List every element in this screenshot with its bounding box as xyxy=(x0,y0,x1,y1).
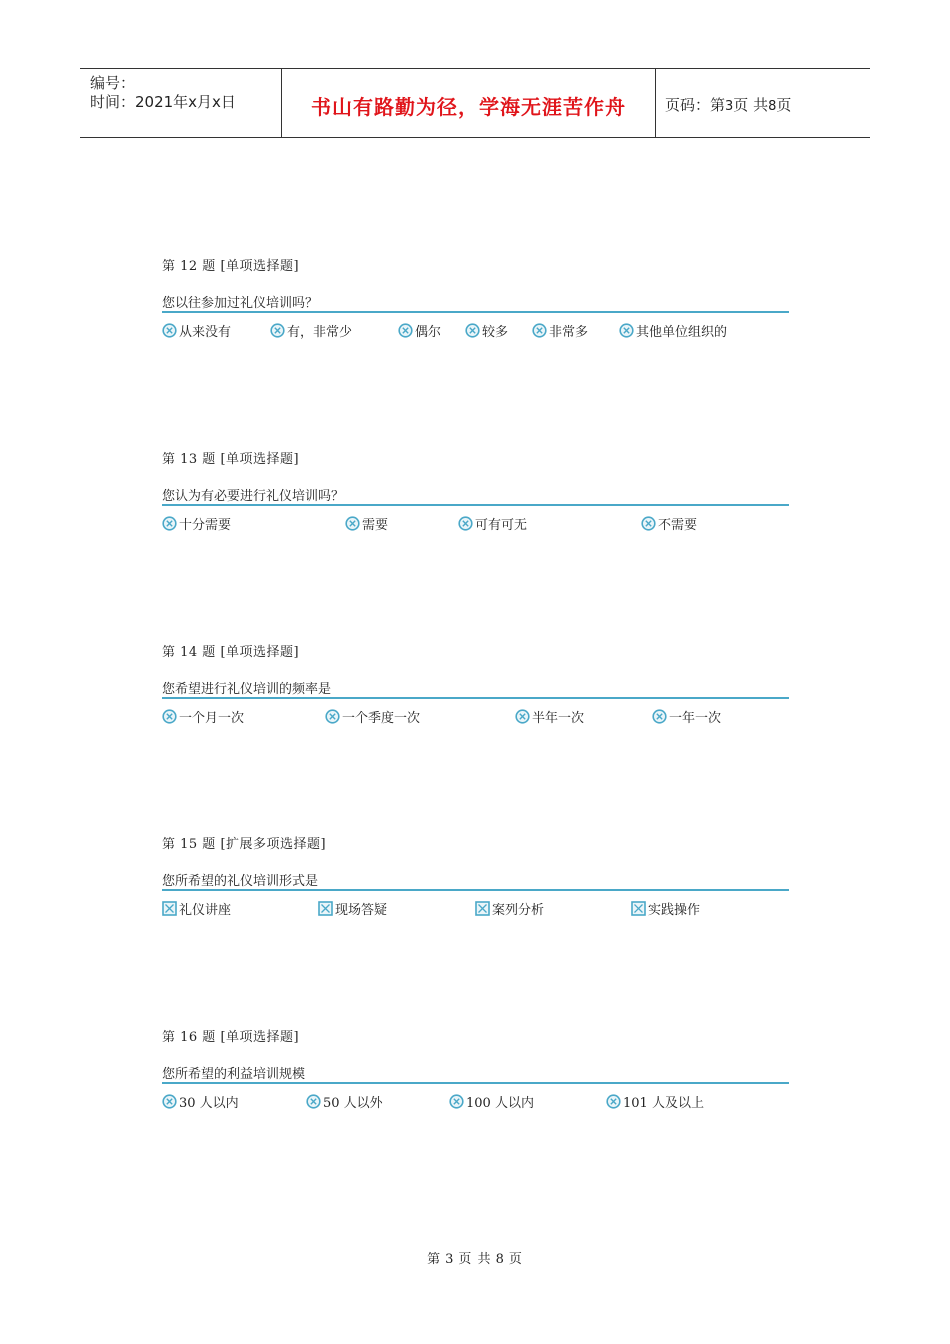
option-label: 需要 xyxy=(362,518,389,533)
option-radio[interactable] xyxy=(162,323,231,341)
radio-cross-icon xyxy=(458,516,473,531)
radio-cross-icon xyxy=(162,709,177,724)
option-label: 101 人及以上 xyxy=(623,1096,704,1111)
time-label: 时间：2021年x月x日 xyxy=(90,93,236,111)
checkbox-cross-icon xyxy=(318,901,333,916)
serial-label: 编号： xyxy=(90,74,136,92)
option-radio[interactable] xyxy=(270,323,352,341)
option-label: 有，非常少 xyxy=(287,325,353,340)
footer-current: 3 xyxy=(445,1252,455,1267)
option-label: 50 人以外 xyxy=(323,1096,383,1111)
question-title: 第 14 题 [单项选择题] xyxy=(162,645,300,660)
footer-suffix: 页 xyxy=(508,1252,523,1267)
option-label: 其他单位组织的 xyxy=(636,325,728,340)
radio-cross-icon xyxy=(162,516,177,531)
option-radio[interactable] xyxy=(532,323,588,341)
option-label: 现场答疑 xyxy=(335,903,388,918)
option-radio[interactable] xyxy=(465,323,508,341)
radio-cross-icon xyxy=(532,323,547,338)
radio-cross-icon xyxy=(345,516,360,531)
question-text: 您认为有必要进行礼仪培训吗？ xyxy=(162,489,345,504)
option-label: 可有可无 xyxy=(475,518,528,533)
header-motto-cell xyxy=(281,69,656,137)
option-checkbox[interactable] xyxy=(162,901,231,919)
option-label: 案列分析 xyxy=(492,903,545,918)
option-radio[interactable] xyxy=(515,709,584,727)
header-page-number xyxy=(665,94,791,115)
radio-cross-icon xyxy=(306,1094,321,1109)
divider xyxy=(162,889,789,891)
option-radio[interactable] xyxy=(162,1094,239,1112)
motto: 书山有路勤为径，学海无涯苦作舟 xyxy=(311,95,626,119)
radio-cross-icon xyxy=(398,323,413,338)
option-label: 较多 xyxy=(482,325,509,340)
footer-prefix: 第 xyxy=(427,1252,442,1267)
radio-cross-icon xyxy=(325,709,340,724)
question-title: 第 15 题 [扩展多项选择题] xyxy=(162,837,327,852)
checkbox-cross-icon xyxy=(162,901,177,916)
option-label: 实践操作 xyxy=(648,903,701,918)
radio-cross-icon xyxy=(641,516,656,531)
option-checkbox[interactable] xyxy=(475,901,544,919)
option-label: 一年一次 xyxy=(669,711,722,726)
page-mid: 页 共 xyxy=(733,96,769,114)
option-label: 100 人以内 xyxy=(466,1096,534,1111)
option-radio[interactable] xyxy=(162,709,244,727)
divider xyxy=(162,311,789,313)
footer-total: 8 xyxy=(495,1252,505,1267)
radio-cross-icon xyxy=(465,323,480,338)
option-radio[interactable] xyxy=(306,1094,383,1112)
radio-cross-icon xyxy=(515,709,530,724)
option-radio[interactable] xyxy=(449,1094,534,1112)
question-title: 第 16 题 [单项选择题] xyxy=(162,1030,300,1045)
radio-cross-icon xyxy=(619,323,634,338)
option-label: 一个季度一次 xyxy=(342,711,421,726)
radio-cross-icon xyxy=(606,1094,621,1109)
option-checkbox[interactable] xyxy=(631,901,700,919)
option-label: 不需要 xyxy=(658,518,698,533)
question-text: 您所希望的礼仪培训形式是 xyxy=(162,874,319,889)
page-suffix: 页 xyxy=(776,96,792,114)
option-label: 十分需要 xyxy=(179,518,232,533)
footer-mid: 页 共 xyxy=(458,1252,492,1267)
page-header xyxy=(80,68,870,138)
option-label: 30 人以内 xyxy=(179,1096,239,1111)
option-radio[interactable] xyxy=(652,709,721,727)
option-radio[interactable] xyxy=(619,323,727,341)
option-label: 从来没有 xyxy=(179,325,232,340)
option-radio[interactable] xyxy=(458,516,527,534)
radio-cross-icon xyxy=(162,1094,177,1109)
option-radio[interactable] xyxy=(606,1094,704,1112)
question-title: 第 13 题 [单项选择题] xyxy=(162,452,300,467)
option-radio[interactable] xyxy=(345,516,388,534)
option-radio[interactable] xyxy=(641,516,697,534)
option-label: 半年一次 xyxy=(532,711,585,726)
radio-cross-icon xyxy=(652,709,667,724)
checkbox-cross-icon xyxy=(475,901,490,916)
question-title: 第 12 题 [单项选择题] xyxy=(162,259,300,274)
option-label: 一个月一次 xyxy=(179,711,245,726)
option-label: 非常多 xyxy=(549,325,589,340)
option-radio[interactable] xyxy=(398,323,441,341)
option-label: 偶尔 xyxy=(415,325,442,340)
option-label: 礼仪讲座 xyxy=(179,903,232,918)
header-meta-cell xyxy=(80,69,281,137)
question-text: 您以往参加过礼仪培训吗？ xyxy=(162,296,319,311)
question-text: 您所希望的利益培训规模 xyxy=(162,1067,306,1082)
page-current: 3 xyxy=(725,99,734,114)
divider xyxy=(162,697,789,699)
question-text: 您希望进行礼仪培训的频率是 xyxy=(162,682,332,697)
radio-cross-icon xyxy=(449,1094,464,1109)
page-prefix: 页码：第 xyxy=(665,96,726,114)
option-radio[interactable] xyxy=(325,709,420,727)
page-total: 8 xyxy=(768,99,777,114)
divider xyxy=(162,504,789,506)
radio-cross-icon xyxy=(270,323,285,338)
radio-cross-icon xyxy=(162,323,177,338)
option-radio[interactable] xyxy=(162,516,231,534)
header-page-cell xyxy=(655,69,870,137)
checkbox-cross-icon xyxy=(631,901,646,916)
page-footer xyxy=(0,1248,950,1267)
option-checkbox[interactable] xyxy=(318,901,387,919)
divider xyxy=(162,1082,789,1084)
